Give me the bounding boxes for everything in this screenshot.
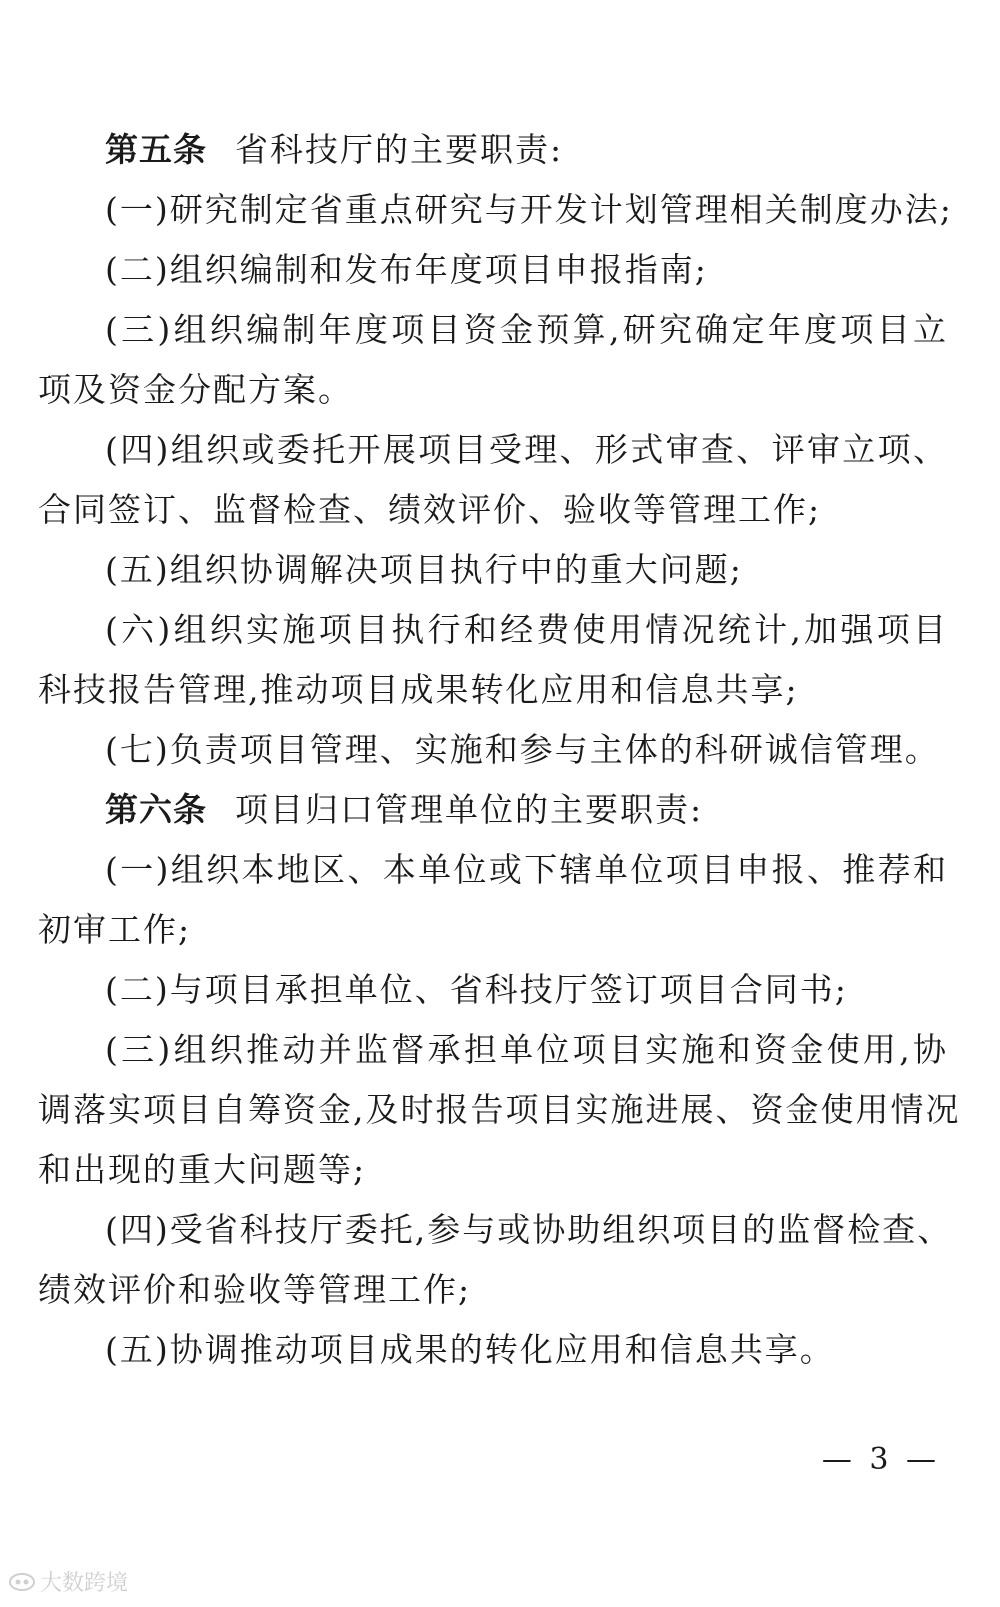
article6-heading: 第六条 xyxy=(105,790,207,829)
article6-heading-line xyxy=(105,786,948,834)
watermark-text: 大数跨境 xyxy=(40,1571,129,1596)
article5-heading: 第五条 xyxy=(105,130,207,169)
article5-item-3: (三)组织编制年度项目资金预算,研究确定年度项目立 xyxy=(105,310,948,349)
article6-item-1: (一)组织本地区、本单位或下辖单位项目申报、推荐和 xyxy=(105,850,948,889)
article5-item-4-cont: 合同签订、监督检查、绩效评价、验收等管理工作; xyxy=(38,490,822,529)
article6-intro: 项目归口管理单位的主要职责: xyxy=(235,790,704,829)
article6-item-3-cont-1: 调落实项目自筹资金,及时报告项目实施进展、资金使用情况 xyxy=(38,1090,961,1129)
article6-item-3: (三)组织推动并监督承担单位项目实施和资金使用,协 xyxy=(105,1030,948,1069)
article5-item-5: (五)组织协调解决项目执行中的重大问题; xyxy=(105,550,743,589)
article6-item-1-cont: 初审工作; xyxy=(38,910,192,949)
watermark-logo-icon xyxy=(8,1571,36,1593)
article6-item-4: (四)受省科技厅委托,参与或协助组织项目的监督检查、 xyxy=(105,1210,953,1249)
article5-item-6-cont: 科技报告管理,推动项目成果转化应用和信息共享; xyxy=(38,670,799,709)
article6-item-4-cont: 绩效评价和验收等管理工作; xyxy=(38,1270,472,1309)
article5-item-7: (七)负责项目管理、实施和参与主体的科研诚信管理。 xyxy=(105,730,940,769)
watermark xyxy=(8,1566,128,1597)
article5-item-6: (六)组织实施项目执行和经费使用情况统计,加强项目 xyxy=(105,610,948,649)
article6-item-5: (五)协调推动项目成果的转化应用和信息共享。 xyxy=(105,1330,835,1369)
article5-heading-line xyxy=(105,126,948,174)
article6-item-3-cont-2: 和出现的重大问题等; xyxy=(38,1150,367,1189)
article6-item-2: (二)与项目承担单位、省科技厅签订项目合同书; xyxy=(105,970,848,1009)
page-number: — 3 — xyxy=(821,1442,940,1477)
article5-item-2: (二)组织编制和发布年度项目申报指南; xyxy=(105,250,708,289)
article5-item-3-cont: 项及资金分配方案。 xyxy=(38,370,353,409)
article5-item-1: (一)研究制定省重点研究与开发计划管理相关制度办法; xyxy=(105,190,953,229)
article5-item-4: (四)组织或委托开展项目受理、形式审查、评审立项、 xyxy=(105,430,948,469)
article5-intro: 省科技厅的主要职责: xyxy=(235,130,564,169)
